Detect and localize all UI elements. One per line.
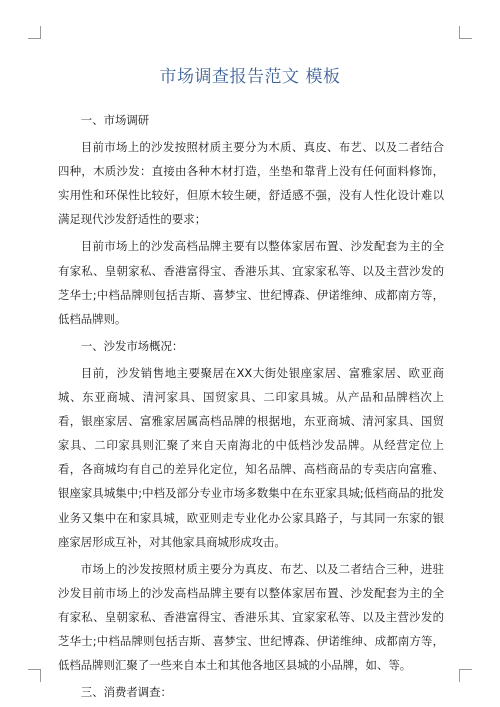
document-body <box>58 108 444 707</box>
crop-mark-bottom-right <box>459 669 472 682</box>
crop-mark-top-left <box>28 26 41 39</box>
crop-mark-top-right <box>459 26 472 39</box>
body-paragraph: 目前，沙发销售地主要聚居在XX大街处银座家居、富雅家居、欧亚商城、东亚商城、清河家具、国贸家具、二印家具城。从产品和品牌档次上看，银座家居、富雅家居属高档品牌的根据地，东亚商城、清河家具、国贸家具、二印家具则汇聚了来自天南海北的中低档沙发品牌。从经营定位上看，各商城均有自己的差异化定位，知名品牌、高档商品的专卖店向富雅、银座家具城集中;中档及部分专业市场多数集中在东亚家具城;低档商品的批发业务又集中在和家具城，欧亚则走专业化办公家具路子，与其同一东家的银座家居形成互补，对其他家具商城形成攻击。 <box>58 365 444 549</box>
section-heading-sofa-market-overview: 一、沙发市场概况： <box>80 338 184 353</box>
body-paragraph: 市场上的沙发按照材质主要分为真皮、布艺、以及二者结合三种，进驻沙发目前市场上的沙发高档品牌主要有以整体家居布置、沙发配套为主的全有家私、皇朝家私、香港富得宝、香港乐其、宜家家私等、以及主营沙发的芝华士;中档品牌则包括吉斯、喜梦宝、世纪博森、伊诺维绅、成都南方等，低档品牌则汇聚了一些来自本土和其他各地区县城的小品牌，如、等。 <box>58 561 444 673</box>
document-title: 市场调查报告范文 模板 <box>159 67 341 87</box>
section-heading-consumer-survey: 三、消费者调查： <box>80 685 172 700</box>
section-heading-market-research: 一、市场调研 <box>80 113 150 127</box>
crop-mark-bottom-left <box>28 669 41 682</box>
body-paragraph: 目前市场上的沙发按照材质主要分为木质、真皮、布艺、以及二者结合四种，木质沙发：直接由各种木材打造，坐垫和靠背上没有任何面料修饰，实用性和环保性比较好，但原木较生硬，舒适感不强，没有人性化设计难以满足现代沙发舒适性的要求； <box>58 140 444 227</box>
body-paragraph: 目前市场上的沙发高档品牌主要有以整体家居布置、沙发配套为主的全有家私、皇朝家私、香港富得宝、香港乐其、宜家家私等、以及主营沙发的芝华士;中档品牌则包括吉斯、喜梦宝、世纪博森、伊诺维绅、成都南方等，低档品牌则。 <box>58 239 444 326</box>
